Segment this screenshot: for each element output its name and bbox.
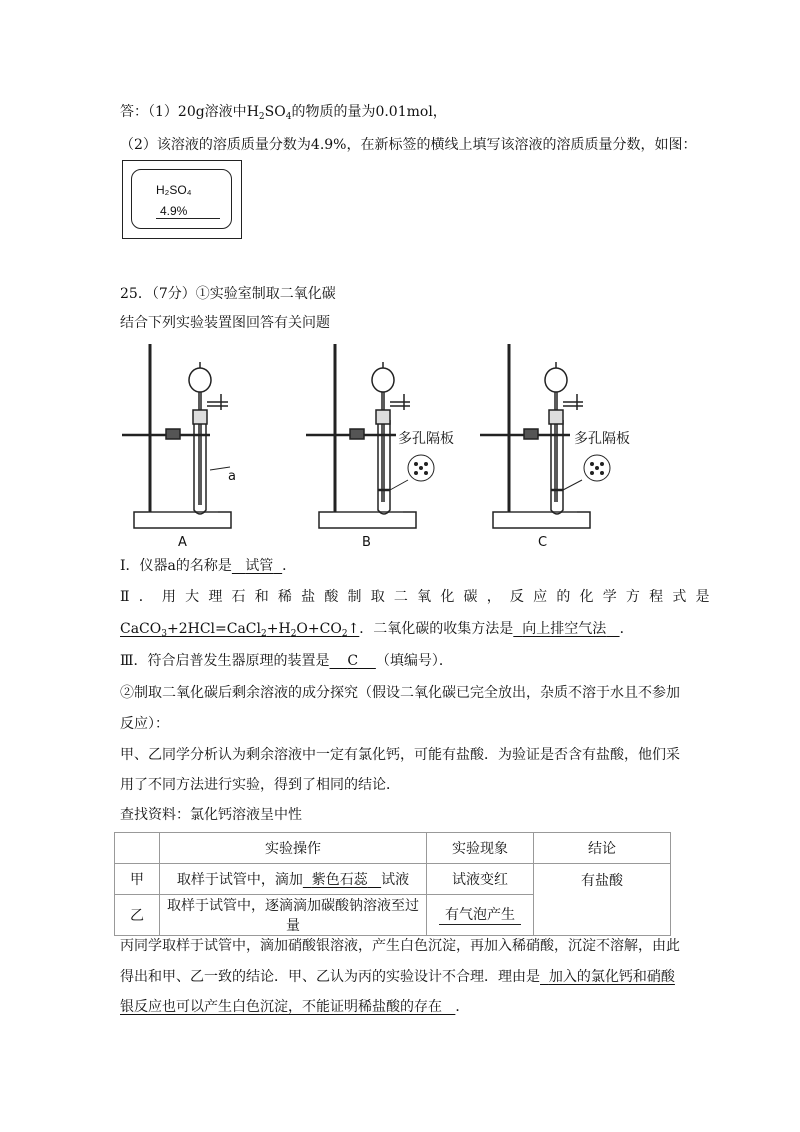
lookup-line: 查找资料：氯化钙溶液呈中性 [120, 807, 302, 823]
question-1 [120, 556, 296, 576]
table-header-cell: 结论 [534, 833, 671, 864]
table-header-cell: 实验操作 [160, 833, 427, 864]
porous-plate-label-b: 多孔隔板 [398, 431, 454, 447]
q3-prefix: Ⅲ．符合启普发生器原理的装置是 [120, 653, 330, 669]
q2-mid: ．二氧化碳的收集方法是 [359, 621, 514, 637]
table-cell: 有盐酸 [534, 864, 671, 936]
funnel-bulb-b [372, 368, 394, 392]
op-suffix: 试液 [381, 872, 410, 888]
c-line-2 [120, 967, 675, 987]
label-a: a [228, 469, 236, 484]
q2-collect-text: 向上排空气法 [522, 621, 607, 637]
q2-end: ． [619, 621, 634, 637]
funnel-bulb-a [189, 368, 211, 392]
caption-b: B [362, 535, 371, 550]
question-3 [120, 651, 453, 671]
c-line-3-end: ． [455, 999, 470, 1015]
q2-collect [513, 621, 619, 637]
part-2-line-1: ②制取二氧化碳后剩余溶液的成分探究（假设二氧化碳已完全放出，杂质不溶于水且不参加 [120, 685, 680, 701]
question-2-line-2 [120, 619, 634, 644]
part-3-line-1: 甲、乙同学分析认为剩余溶液中一定有氯化钙，可能有盐酸．为验证是否含有盐酸，他们采 [120, 747, 680, 763]
stand-base-a [134, 512, 231, 528]
c-line-3-fill [120, 999, 455, 1015]
reagent-label-formula: H₂SO₄ [156, 183, 192, 197]
q3-suffix: （填编号）． [375, 653, 453, 669]
table-header-cell: 实验现象 [427, 833, 534, 864]
op-fill-text: 紫色石蕊 [311, 872, 368, 888]
answer-1-h: H [246, 104, 259, 120]
eq-part-2: +2HCl=CaCl [166, 621, 261, 637]
reagent-label-box [122, 160, 242, 239]
question-25-intro: 结合下列实验装置图回答有关问题 [120, 315, 330, 331]
part-2-line-2: 反应）： [120, 716, 169, 732]
table-cell [160, 864, 427, 895]
phenomenon-fill: 有气泡产生 [439, 906, 521, 925]
part-3-line-2: 用了不同方法进行实验，得到了相同的结论． [120, 777, 400, 793]
answer-1-suffix: 的物质的量为0.01mol， [291, 104, 447, 120]
question-2-line-1: Ⅱ．用大理石和稀盐酸制取二氧化碳，反应的化学方程式是 [120, 589, 719, 605]
experiment-table [114, 832, 671, 936]
answer-line-2: （2）该溶液的溶质质量分数为4.9%，在新标签的横线上填写该溶液的溶质质量分数，如图： [120, 137, 697, 153]
table-cell [427, 895, 534, 936]
c-line-3 [120, 997, 469, 1017]
caption-a: A [178, 535, 187, 550]
stand-base-b [319, 512, 416, 528]
q3-answer [330, 653, 376, 669]
op-fill [303, 872, 381, 888]
question-25-title: 25．（7分）①实验室制取二氧化碳 [120, 286, 336, 302]
answer-1-sub2: 2 [258, 112, 265, 122]
eq-part-3: +H [266, 621, 291, 637]
c-line-2-fill [540, 969, 675, 985]
q1-suffix: ． [282, 558, 297, 574]
porous-plate-label-c: 多孔隔板 [574, 431, 630, 447]
table-row [115, 864, 671, 895]
funnel-bulb-c [545, 368, 567, 392]
c-line-2-prefix: 得出和甲、乙一致的结论．甲、乙认为丙的实验设计不合理．理由是 [120, 969, 540, 985]
apparatus-a [122, 344, 231, 528]
c-line-1: 丙同学取样于试管中，滴加硝酸银溶液，产生白色沉淀，再加入稀硝酸，沉淀不溶解，由此 [120, 938, 680, 954]
q1-answer-text: 试管 [245, 558, 274, 574]
c-line-3-fill-text: 银反应也可以产生白色沉淀，不能证明稀盐酸的存在 [120, 999, 442, 1015]
c-line-2-fill-text: 加入的氯化钙和硝酸 [548, 969, 675, 985]
table-header-cell [115, 833, 160, 864]
apparatus-figure [110, 340, 680, 555]
eq-sub-3: 2 [290, 629, 297, 639]
eq-sub-4: 2 [341, 629, 348, 639]
table-cell: 取样于试管中，逐滴滴加碳酸钠溶液至过量 [160, 895, 427, 936]
eq-arrow: ↑ [347, 621, 360, 637]
answer-1-sub4: 4 [285, 112, 292, 122]
q1-prefix: Ⅰ．仪器a的名称是 [120, 558, 232, 574]
table-cell: 试液变红 [427, 864, 534, 895]
table-header-row [115, 833, 671, 864]
chemical-equation [120, 621, 359, 637]
caption-c: C [538, 535, 548, 550]
eq-part-4: O+CO [296, 621, 342, 637]
answer-line-1 [120, 102, 447, 127]
eq-sub-2: 2 [261, 629, 267, 639]
eq-part-1: CaCO [120, 621, 162, 637]
q3-answer-text: C [347, 653, 359, 669]
reagent-label-inner [131, 169, 232, 229]
op-prefix: 取样于试管中，滴加 [176, 872, 303, 888]
answer-1-so: SO [264, 104, 286, 120]
stand-base-c [493, 512, 590, 528]
eq-sub-1: 3 [161, 629, 167, 639]
table-cell: 甲 [115, 864, 160, 895]
reagent-label-percent: 4.9% [156, 204, 220, 219]
table-cell: 乙 [115, 895, 160, 936]
q1-answer [232, 558, 282, 574]
answer-1-prefix: 答：（1）20g溶液中 [120, 104, 247, 120]
